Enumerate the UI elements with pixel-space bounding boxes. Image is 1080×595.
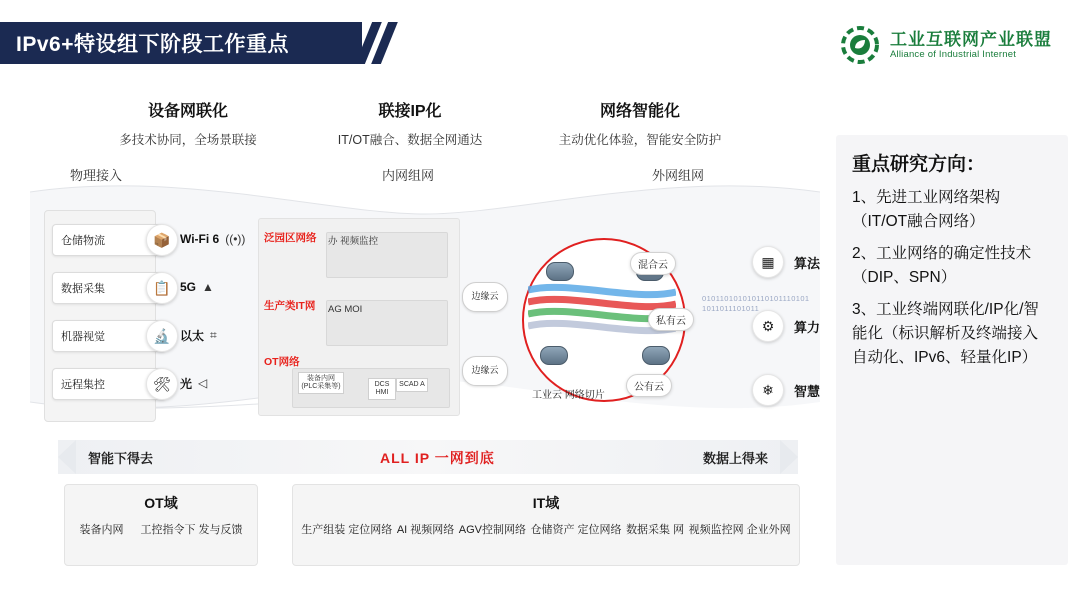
network-label-campus: 泛园区网络: [264, 232, 317, 244]
logo-text-en: Alliance of Industrial Internet: [890, 49, 1017, 61]
ot-domain-box: [64, 484, 258, 566]
logo-text-cn: 工业互联网产业联盟: [890, 29, 1052, 49]
device-chip-label: 仓储物流: [61, 235, 105, 247]
network-label-production-it: 生产类IT网: [264, 300, 316, 312]
stage-label-physical-access: 物理接入: [70, 168, 123, 183]
domain-cell: AGV控制网络: [458, 524, 526, 536]
column-caption-1: [300, 98, 520, 148]
domain-cell: 视频监控网 企业外网: [688, 524, 791, 536]
device-chip-label: 数据采集: [61, 283, 105, 295]
domain-cell: AI 视频网络: [396, 524, 455, 536]
arrow-center-label: ALL IP 一网到底: [380, 450, 495, 466]
access-tech-label: 光: [180, 376, 193, 391]
intelligence-icon: ❄: [752, 374, 784, 406]
ot-node-equipment-intranet: 装备内网 (PLC采集等): [298, 372, 344, 394]
access-tech-5g: [180, 275, 266, 299]
org-logo: [839, 24, 1052, 66]
column-heading: 联接IP化: [378, 103, 442, 120]
device-chip-warehouse: [52, 224, 171, 256]
panel-item-3: 3、工业终端网联化/IP化/智能化（标识解析及终端接入自动化、IPv6、轻量化IP）: [852, 301, 1039, 367]
column-heading: 网络智能化: [599, 103, 680, 120]
warehouse-icon: 📦: [146, 224, 178, 256]
capability-algorithm: [752, 246, 820, 278]
capability-compute: [752, 310, 820, 342]
domain-cell: 仓储资产 定位网络: [530, 524, 622, 536]
access-tech-label: Wi-Fi 6: [180, 232, 220, 246]
domain-cell: 生产组装 定位网络: [301, 524, 393, 536]
domain-cell: 装备内网: [79, 524, 124, 536]
hub-caption: 工业云 网络切片: [532, 390, 605, 401]
domain-cell: 数据采集 网: [626, 524, 685, 536]
capability-label: 智慧: [793, 383, 820, 399]
router-icon: [642, 346, 670, 365]
edge-cloud-0: 边缘云: [462, 282, 508, 312]
gear-leaf-logo-icon: [839, 24, 881, 66]
page-title: IPv6+特设组下阶段工作重点: [16, 33, 289, 56]
edge-cloud-1: 边缘云: [462, 356, 508, 386]
capability-intelligence: [752, 374, 820, 406]
remote-control-icon: 🛠: [146, 368, 178, 400]
key-research-panel: [836, 135, 1068, 565]
router-icon: [540, 346, 568, 365]
access-tech-label: 5G: [180, 280, 197, 294]
access-tech-ethernet: [180, 323, 266, 347]
wifi-icon: ((•)): [225, 232, 246, 246]
it-domain-box: [292, 484, 800, 566]
ot-node-dcs-hmi: DCS HMI: [368, 378, 396, 400]
ot-node-scada: SCAD A: [396, 378, 428, 392]
column-caption-0: [88, 98, 288, 148]
algorithm-icon: ▦: [752, 246, 784, 278]
device-chip-data-collect: [52, 272, 171, 304]
compute-icon: ⚙: [752, 310, 784, 342]
architecture-diagram: [30, 196, 820, 436]
capability-label: 算法: [793, 255, 820, 271]
access-tech-label: 以太: [180, 328, 205, 343]
panel-title: 重点研究方向：: [852, 154, 986, 175]
cloud-tag-hybrid: 混合云: [630, 252, 676, 275]
column-subtitle: IT/OT融合、数据全网通达: [337, 133, 483, 147]
domain-title: OT域: [144, 495, 178, 511]
panel-item-1: 1、先进工业网络架构（IT/OT融合网络）: [852, 189, 1001, 231]
campus-tile-label-0: 办 视频监控: [328, 236, 379, 247]
ethernet-icon: ⌗: [210, 327, 217, 342]
all-ip-arrow-row: [58, 440, 798, 474]
optical-icon: ◁: [198, 376, 208, 390]
access-tech-wifi6: [180, 227, 266, 251]
device-chip-label: 机器视觉: [61, 331, 105, 343]
stage-label-extranet: 外网组网: [652, 168, 705, 183]
right-arrow-icon: [780, 440, 798, 474]
column-caption-2: [520, 98, 760, 148]
column-subtitle: 主动优化体验，智能安全防护: [558, 133, 722, 147]
cloud-tag-public: 公有云: [626, 374, 672, 397]
antenna-icon: ▲: [202, 280, 214, 294]
binary-data-decoration: 010110101010110101110101 1011011101011: [702, 294, 810, 314]
panel-item-2: 2、工业网络的确定性技术（DIP、SPN）: [852, 245, 1032, 287]
access-tech-optical: [180, 371, 266, 395]
network-label-ot: OT网络: [264, 356, 300, 368]
router-icon: [546, 262, 574, 281]
capability-label: 算力: [793, 319, 820, 335]
device-chip-machine-vision: [52, 320, 171, 352]
stage-label-intranet: 内网组网: [382, 168, 435, 183]
arrow-right-label: 数据上得来: [702, 451, 768, 466]
column-heading: 设备网联化: [147, 103, 228, 120]
column-subtitle: 多技术协同，全场景联接: [119, 133, 257, 147]
cloud-tag-private: 私有云: [648, 308, 694, 331]
domain-cell: 工控指令下 发与反馈: [140, 524, 243, 536]
device-chip-remote-control: [52, 368, 171, 400]
device-chip-label: 远程集控: [61, 379, 105, 391]
domain-title: IT域: [532, 495, 560, 511]
campus-tile-label-1: AG MOI: [328, 304, 363, 315]
left-arrow-icon: [58, 440, 76, 474]
data-collect-icon: 📋: [146, 272, 178, 304]
arrow-left-label: 智能下得去: [88, 451, 154, 466]
page-title-bar: [0, 22, 362, 64]
machine-vision-icon: 🔬: [146, 320, 178, 352]
title-slash-decoration: [362, 22, 410, 64]
